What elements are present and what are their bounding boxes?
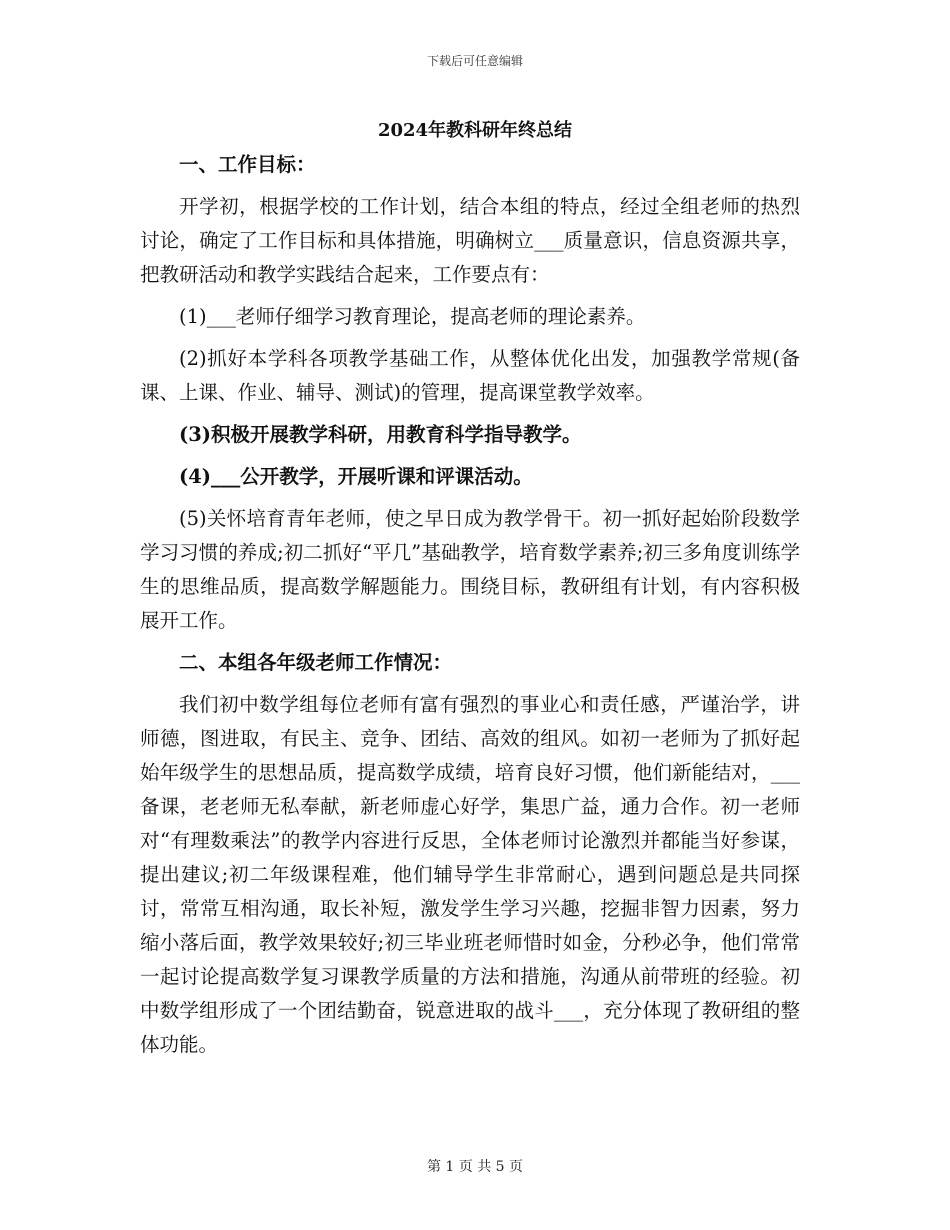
document-title: 2024年教科研年终总结 (377, 120, 573, 141)
section-heading-goals: 一、工作目标： (179, 153, 316, 176)
paragraph-intro: 开学初，根据学校的工作计划，结合本组的特点，经过全组老师的热烈讨论，确定了工作目标和具体措施，明确树立___质量意识，信息资源共享，把教研活动和教学实践结合起来，工作要点有： (140, 195, 800, 286)
list-item-3: (3)积极开展教学科研，用教育科学指导教学。 (179, 423, 582, 446)
list-item-1: (1)___老师仔细学习教育理论，提高老师的理论素养。 (179, 305, 646, 328)
paragraph-teachers: 我们初中数学组每位老师有富有强烈的事业心和责任感，严谨治学，讲师德，图进取，有民主、竞争、团结、高效的组风。如初一老师为了抓好起始年级学生的思想品质，提高数学成绩，培育良好习惯，他们新能结对，___备课，老老师无私奉献，新老师虚心好学，集思广益，通力合作。初一老师对“有理数乘法”的教学内容进行反思，全体老师讨论激烈并都能当好参谋，提出建议;初二年级课程难，他们辅导学生非常耐心，遇到问题总是共同探讨，常常互相沟通，取长补短，激发学生学习兴趣，挖掘非智力因素，努力缩小落后面，教学效果较好;初三毕业班老师惜时如金，分秒必争，他们常常一起讨论提高数学复习课教学质量的方法和措施，沟通从前带班的经验。初中数学组形成了一个团结勤奋，锐意进取的战斗___，充分体现了教研组的整体功能。 (140, 693, 800, 1056)
list-item-4: (4)___公开教学，开展听课和评课活动。 (179, 465, 533, 488)
header-note: 下载后可任意编辑 (426, 54, 523, 68)
page-footer: 第 1 页 共 5 页 (426, 1159, 524, 1175)
document-body (140, 148, 800, 1070)
section-heading-teachers: 二、本组各年级老师工作情况： (179, 651, 453, 674)
list-item-2: (2)抓好本学科各项教学基础工作，从整体优化出发，加强教学常规(备课、上课、作业、辅导、测试)的管理，提高课堂教学效率。 (140, 347, 800, 404)
list-item-5: (5)关怀培育青年老师，使之早日成为教学骨干。初一抓好起始阶段数学学习习惯的养成;初二抓好“平几”基础教学，培育数学素养;初三多角度训练学生的思维品质，提高数学解题能力。围绕目标，教研组有计划，有内容积极展开工作。 (140, 507, 800, 632)
